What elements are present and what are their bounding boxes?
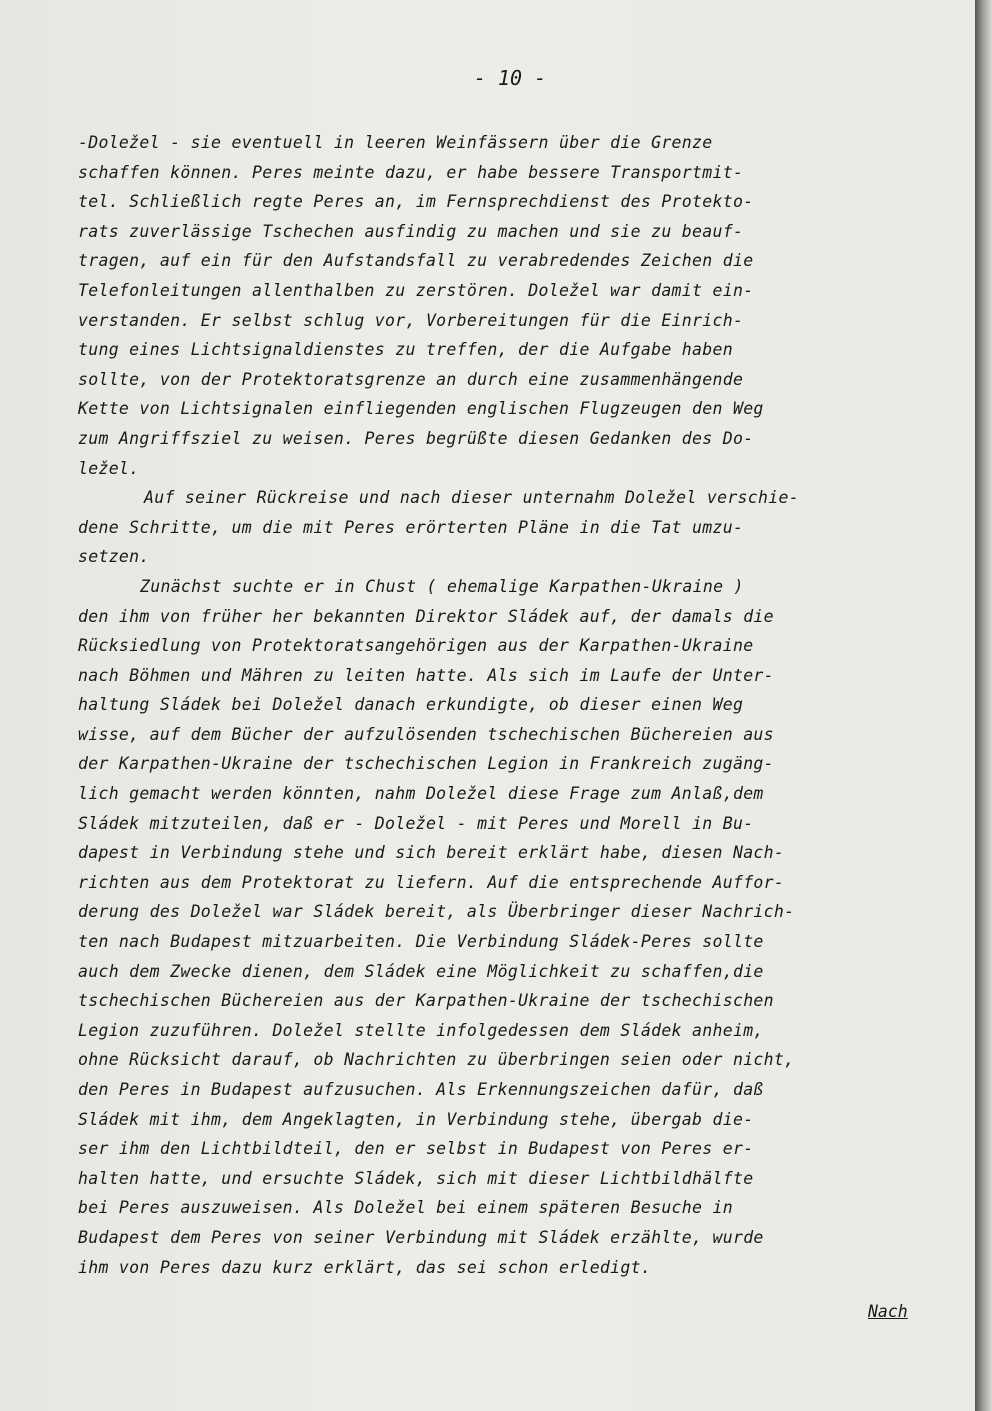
text-line: bei Peres auszuweisen. Als Doležel bei einem späteren Besuche in	[78, 1198, 733, 1218]
text-line: den Peres in Budapest aufzusuchen. Als Erkennungszeichen dafür, daß	[78, 1080, 764, 1099]
text-line: setzen.	[78, 547, 150, 567]
text-line: derung des Doležel war Sládek bereit, als Überbringer dieser Nachrich-	[78, 902, 795, 922]
text-line: Sládek mit ihm, dem Angeklagten, in Verbindung stehe, übergab die-	[78, 1109, 754, 1129]
text-line: lich gemacht werden könnten, nahm Doležel diese Frage zum Anlaß,dem	[78, 784, 764, 804]
text-line: tel. Schließlich regte Peres an, im Fernsprechdienst des Protekto-	[78, 192, 754, 212]
text-line: sollte, von der Protektoratsgrenze an durch eine zusammenhängende	[78, 369, 744, 389]
text-line: richten aus dem Protektorat zu liefern. Auf die entsprechende Auffor-	[78, 872, 785, 892]
text-line: schaffen können. Peres meinte dazu, er habe bessere Transportmit-	[78, 162, 744, 182]
text-line: wisse, auf dem Bücher der aufzulösenden tschechischen Büchereien aus	[78, 724, 774, 744]
text-line: Legion zuzuführen. Doležel stellte infolgedessen dem Sládek anheim,	[78, 1020, 764, 1040]
text-line: tschechischen Büchereien aus der Karpathen-Ukraine der tschechischen	[78, 991, 774, 1011]
text-line: tragen, auf ein für den Aufstandsfall zu verabredendes Zeichen die	[78, 251, 754, 271]
paragraph-start-line: Auf seiner Rückreise und nach dieser unternahm Doležel verschie-	[144, 488, 799, 508]
text-line: halten hatte, und ersuchte Sládek, sich mit dieser Lichtbildhälfte	[78, 1168, 754, 1188]
text-line: zum Angriffsziel zu weisen. Peres begrüßte diesen Gedanken des Do-	[78, 428, 754, 448]
text-line: tung eines Lichtsignaldienstes zu treffen, der die Aufgabe haben	[78, 340, 733, 360]
text-line: ohne Rücksicht darauf, ob Nachrichten zu überbringen seien oder nicht,	[78, 1050, 795, 1070]
text-line: dene Schritte, um die mit Peres erörterten Pläne in die Tat umzu-	[78, 517, 744, 537]
text-line: dapest in Verbindung stehe und sich bereit erklärt habe, diesen Nach-	[78, 843, 785, 863]
text-line: ten nach Budapest mitzuarbeiten. Die Verbindung Sládek-Peres sollte	[78, 932, 764, 952]
text-line: -Doležel - sie eventuell in leeren Weinfässern über die Grenze	[78, 133, 713, 152]
text-line: ležel.	[78, 458, 140, 478]
text-line: Rücksiedlung von Protektoratsangehörigen aus der Karpathen-Ukraine	[78, 636, 754, 656]
text-line: Kette von Lichtsignalen einfliegenden englischen Flugzeugen den Weg	[78, 399, 764, 419]
page-number: - 10 -	[473, 66, 547, 90]
text-line: Telefonleitungen allenthalben zu zerstören. Doležel war damit ein-	[78, 280, 754, 300]
text-line: Sládek mitzuteilen, daß er - Doležel - mit Peres und Morell in Bu-	[78, 813, 754, 833]
text-line: verstanden. Er selbst schlug vor, Vorbereitungen für die Einrich-	[78, 310, 744, 330]
text-line: den ihm von früher her bekannten Direktor Sládek auf, der damals die	[78, 606, 774, 626]
catchword: Nach	[868, 1302, 908, 1321]
text-line: rats zuverlässige Tschechen ausfindig zu machen und sie zu beauf-	[78, 221, 744, 241]
text-line: Budapest dem Peres von seiner Verbindung mit Sládek erzählte, wurde	[78, 1227, 764, 1247]
text-line: ihm von Peres dazu kurz erklärt, das sei schon erledigt.	[78, 1257, 652, 1277]
text-line: haltung Sládek bei Doležel danach erkundigte, ob dieser einen Weg	[78, 695, 744, 715]
text-line: der Karpathen-Ukraine der tschechischen Legion in Frankreich zugäng-	[78, 754, 774, 774]
page-edge-shadow	[975, 0, 992, 1411]
body-text	[78, 128, 953, 1282]
paragraph-start-line: Zunächst suchte er in Chust ( ehemalige Karpathen-Ukraine )	[140, 576, 744, 596]
text-line: nach Böhmen und Mähren zu leiten hatte. Als sich im Laufe der Unter-	[78, 665, 774, 685]
text-line: ser ihm den Lichtbildteil, den er selbst in Budapest von Peres er-	[78, 1139, 754, 1159]
text-line: auch dem Zwecke dienen, dem Sládek eine Möglichkeit zu schaffen,die	[78, 961, 764, 981]
